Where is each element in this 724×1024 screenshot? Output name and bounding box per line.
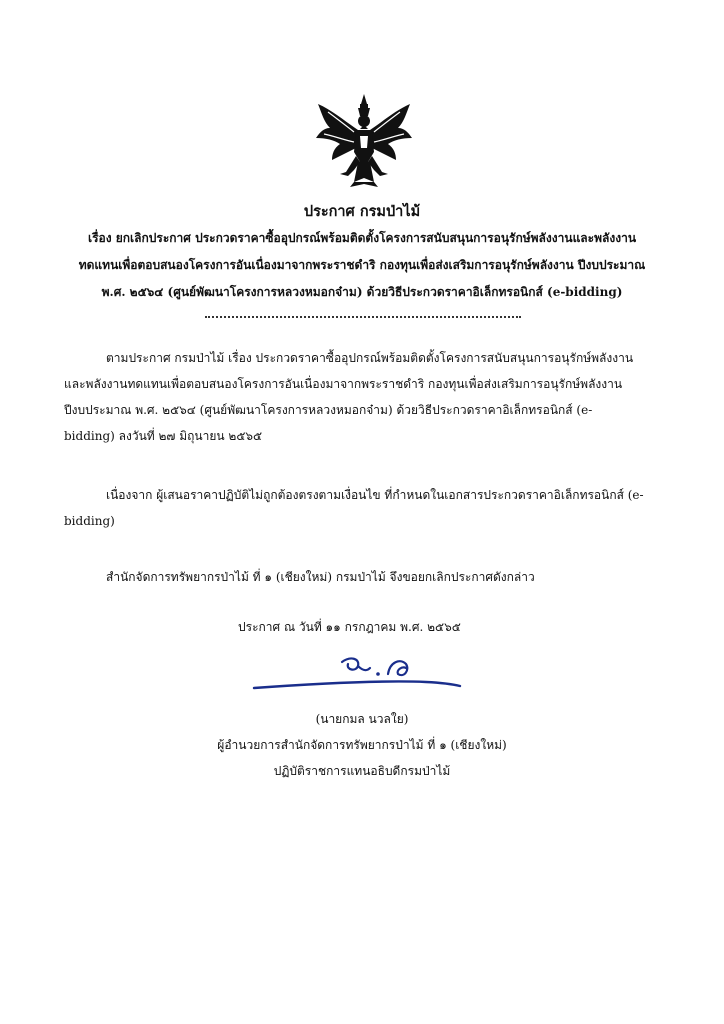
signer-acting: ปฏิบัติราชการแทนอธิบดีกรมป่าไม้ xyxy=(273,764,451,778)
paragraph-line: bidding) xyxy=(64,514,115,528)
announcement-date: ประกาศ ณ วันที่ ๑๑ กรกฎาคม พ.ศ. ๒๕๖๕ xyxy=(238,620,461,634)
subject-line: ทดแทนเพื่อตอบสนองโครงการอันเนื่องมาจากพระราชดำริ กองทุนเพื่อส่งเสริมการอนุรักษ์พลังงาน ปีงบประมาณ xyxy=(78,258,646,272)
paragraph-line: และพลังงานทดแทนเพื่อตอบสนองโครงการอันเนื่องมาจากพระราชดำริ กองทุนเพื่อส่งเสริมการอนุรักษ์พลังงาน xyxy=(64,377,623,391)
announcement-title: ประกาศ กรมป่าไม้ xyxy=(303,203,421,220)
body-paragraph-3 xyxy=(64,564,664,590)
garuda-emblem-icon xyxy=(310,92,418,188)
signer-position: ผู้อำนวยการสำนักจัดการทรัพยากรป่าไม้ ที่ ๑ (เชียงใหม่) xyxy=(217,738,507,752)
subject-line: พ.ศ. ๒๕๖๔ (ศูนย์พัฒนาโครงการหลวงหมอกจ๋าม) ด้วยวิธีประกวดราคาอิเล็กทรอนิกส์ (e-bidding) xyxy=(101,285,623,299)
paragraph-line: เนื่องจาก ผู้เสนอราคาปฏิบัติไม่ถูกต้องตรงตามเงื่อนไข ที่กำหนดในเอกสารประกวดราคาอิเล็กทรอนิกส์ (e- xyxy=(106,488,644,502)
paragraph-line: bidding) ลงวันที่ ๒๗ มิถุนายน ๒๕๖๕ xyxy=(64,429,263,443)
body-paragraph-2 xyxy=(64,482,664,534)
dotted-separator xyxy=(205,316,521,318)
body-paragraph-1 xyxy=(64,345,664,449)
subject-line: เรื่อง ยกเลิกประกาศ ประกวดราคาซื้ออุปกรณ์พร้อมติดตั้งโครงการสนับสนุนการอนุรักษ์พลังงานและพลังงาน xyxy=(87,231,637,245)
paragraph-line: สำนักจัดการทรัพยากรป่าไม้ ที่ ๑ (เชียงใหม่) กรมป่าไม้ จึงขอยกเลิกประกาศดังกล่าว xyxy=(106,570,535,584)
paragraph-line: ตามประกาศ กรมป่าไม้ เรื่อง ประกวดราคาซื้ออุปกรณ์พร้อมติดตั้งโครงการสนับสนุนการอนุรักษ์พลังงาน xyxy=(106,351,634,365)
signer-block xyxy=(0,706,724,784)
signer-name: (นายกมล นวลใย) xyxy=(315,712,409,726)
signature-icon xyxy=(250,648,490,698)
subject-block xyxy=(60,225,664,306)
paragraph-line: ปีงบประมาณ พ.ศ. ๒๕๖๔ (ศูนย์พัฒนาโครงการหลวงหมอกจ๋าม) ด้วยวิธีประกวดราคาอิเล็กทรอนิกส์ (e- xyxy=(64,403,593,417)
